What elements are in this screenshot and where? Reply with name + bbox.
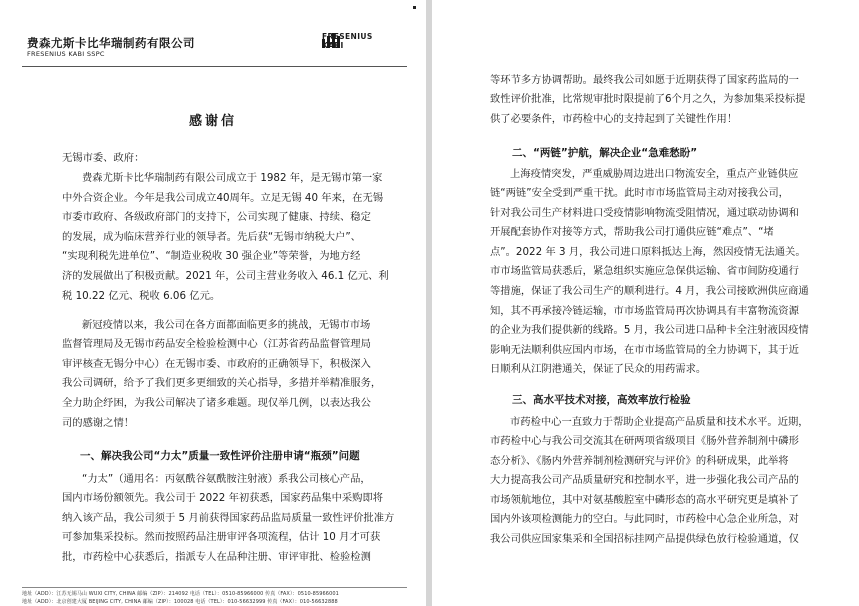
body-line: 司的感谢之情！ [62, 417, 135, 429]
body-line: 市药检中心与我公司交流其在研两项省级项目《肠外营养制剂中磷形 [490, 435, 799, 447]
fresenius-logo [322, 31, 373, 50]
body-line: 开展配套协作对接等方式，帮助我公司打通供应链“难点”、“堵 [490, 226, 774, 238]
body-line: 市场领航地位，其中对氨基酸腔室中磷形态的高水平研究更是填补了 [490, 494, 799, 506]
body-line: 上海疫情突发，严重威胁周边进出口物流安全，重点产业链供应 [510, 168, 799, 180]
section-1-heading: 一、解决我公司“力太”质量一致性评价注册申请“瓶颈”问题 [80, 450, 360, 462]
body-line: 批，市药检中心获悉后，指派专人在品种注册、审评审批、检验检测 [62, 551, 371, 563]
body-line: 点”。2022 年 3 月，我公司进口原料抵达上海，然因疫情无法通关。 [490, 246, 806, 258]
letter-page-2 [432, 0, 859, 606]
body-line: 中外合资企业。今年是我公司成立40周年。立足无锡 40 年来，在无锡 [62, 192, 384, 204]
company-name-cn: 费森尤斯卡比华瑞制药有限公司 [27, 36, 195, 50]
body-line: 市委市政府、各级政府部门的支持下，公司实现了健康、持续、稳定 [62, 211, 371, 223]
body-line: 纳入该产品，我公司须于 5 月前获得国家药品监局质量一致性评价批准方 [62, 512, 395, 524]
body-line: 费森尤斯卡比华瑞制药有限公司成立于 1982 年，是无锡市第一家 [82, 172, 383, 184]
body-line: 致性评价批准，比常规审批时限提前了6个月之久，为参加集采投标提 [490, 93, 806, 105]
body-line: 针对我公司生产材料进口受疫情影响物流受阻情况，通过联动协调和 [490, 207, 799, 219]
corner-mark [413, 6, 416, 9]
footer-address-beijing: 地址（ADD）：北京创建大厦 BEIJING CITY, CHINA 邮编（ZIP）：100028 电话（TEL）：010-56632999 传真（FAX）：010-56632888 [22, 599, 338, 605]
body-line: 国内外该项检测能力的空白。与此同时，市药检中心急企业所急，对 [490, 513, 799, 525]
body-line: 态分析》、《肠内外营养制剂检测研究与评价》的科研成果，此举将 [490, 455, 789, 467]
body-line: “力太”（通用名：丙氨酰谷氨酰胺注射液）系我公司核心产品， [82, 473, 371, 485]
body-line: 等环节多方协调帮助。最终我公司如愿于近期获得了国家药监局的一 [490, 74, 799, 86]
body-line: 税 10.22 亿元、税收 6.06 亿元。 [62, 290, 221, 302]
header-divider [22, 66, 407, 67]
body-line: 日顺利从江阴港通关，保证了民众的用药需求。 [490, 363, 707, 375]
company-name-en: FRESENIUS KABI SSPC [27, 50, 105, 58]
body-line: 的企业为我们提供新的线路。5 月，我公司进口品种卡全注射液因疫情 [490, 324, 809, 336]
logo-text-line2: KABI [322, 40, 344, 50]
logo-text-line1: FRESENIUS [322, 31, 373, 41]
body-line: 新冠疫情以来，我公司在各方面都面临更多的挑战，无锡市市场 [82, 319, 371, 331]
body-line: 审评核查无锡分中心）在无锡市委、市政府的正确领导下，积极深入 [62, 358, 371, 370]
body-line: 供了必要条件，市药检中心的支持起到了关键性作用！ [490, 113, 738, 125]
footer-divider [22, 587, 407, 588]
body-line: 链“两链”安全受到严重干扰。此时市市场监管局主动对接我公司， [490, 187, 789, 199]
body-line: 监督管理局及无锡市药品安全检验检测中心（江苏省药品监督管理局 [62, 338, 371, 350]
body-line: “实现利税先进单位”、“制造业税收 30 强企业”等荣誉，为地方经 [62, 250, 361, 262]
body-line: 市市场监管局获悉后，紧急组织实施应急保供运输、省市间防疫通行 [490, 265, 799, 277]
letter-page-1 [0, 0, 426, 606]
letter-title: 感谢信 [188, 114, 237, 129]
body-line: 的发展，成为临床营养行业的领导者。先后获“无锡市纳税大户”、 [62, 231, 361, 243]
body-line: 济的发展做出了积极贡献。2021 年，公司主营业务收入 46.1 亿元、利 [62, 270, 389, 282]
section-2-heading: 二、“两链”护航，解决企业“急难愁盼” [512, 147, 698, 159]
body-line: 国内市场份额领先。我公司于 2022 年初获悉，国家药品集中采购即将 [62, 492, 384, 504]
body-line: 市药检中心一直致力于帮助企业提高产品质量和技术水平。近期， [510, 416, 809, 428]
body-line: 影响无法顺利供应国内市场，在市市场监管局的全力协调下，其于近 [490, 344, 799, 356]
body-line: 全力助企纾困，为我公司解决了诸多难题。现仅举几例，以表达我公 [62, 397, 371, 409]
salutation: 无锡市委、政府： [62, 152, 145, 164]
section-3-heading: 三、高水平技术对接，高效率放行检验 [512, 394, 691, 406]
body-line: 可参加集采投标。然而按照药品注册审评各项流程，估计 10 月才可获 [62, 531, 381, 543]
body-line: 知，其不再承接冷链运输，市市场监管局再次协调具有丰富物流资源 [490, 305, 799, 317]
body-line: 我公司供应国家集采和全国招标挂网产品提供绿色放行检验通道，仅 [490, 533, 799, 545]
footer-address-wuxi: 地址（ADD）：江苏无锡马山 WUXI CITY, CHINA 邮编（ZIP）：214092 电话（TEL）：0510-85966000 传真（FAX）：0510-85966001 [22, 591, 339, 597]
body-line: 等措施，保证了我公司生产的顺利进行。4 月，我公司接欧洲供应商通 [490, 285, 809, 297]
body-line: 我公司调研，给予了我们更多更细致的关心指导，多措并举精准服务， [62, 377, 382, 389]
body-line: 大力提高我公司产品质量研究和控制水平，进一步强化我公司产品的 [490, 474, 799, 486]
